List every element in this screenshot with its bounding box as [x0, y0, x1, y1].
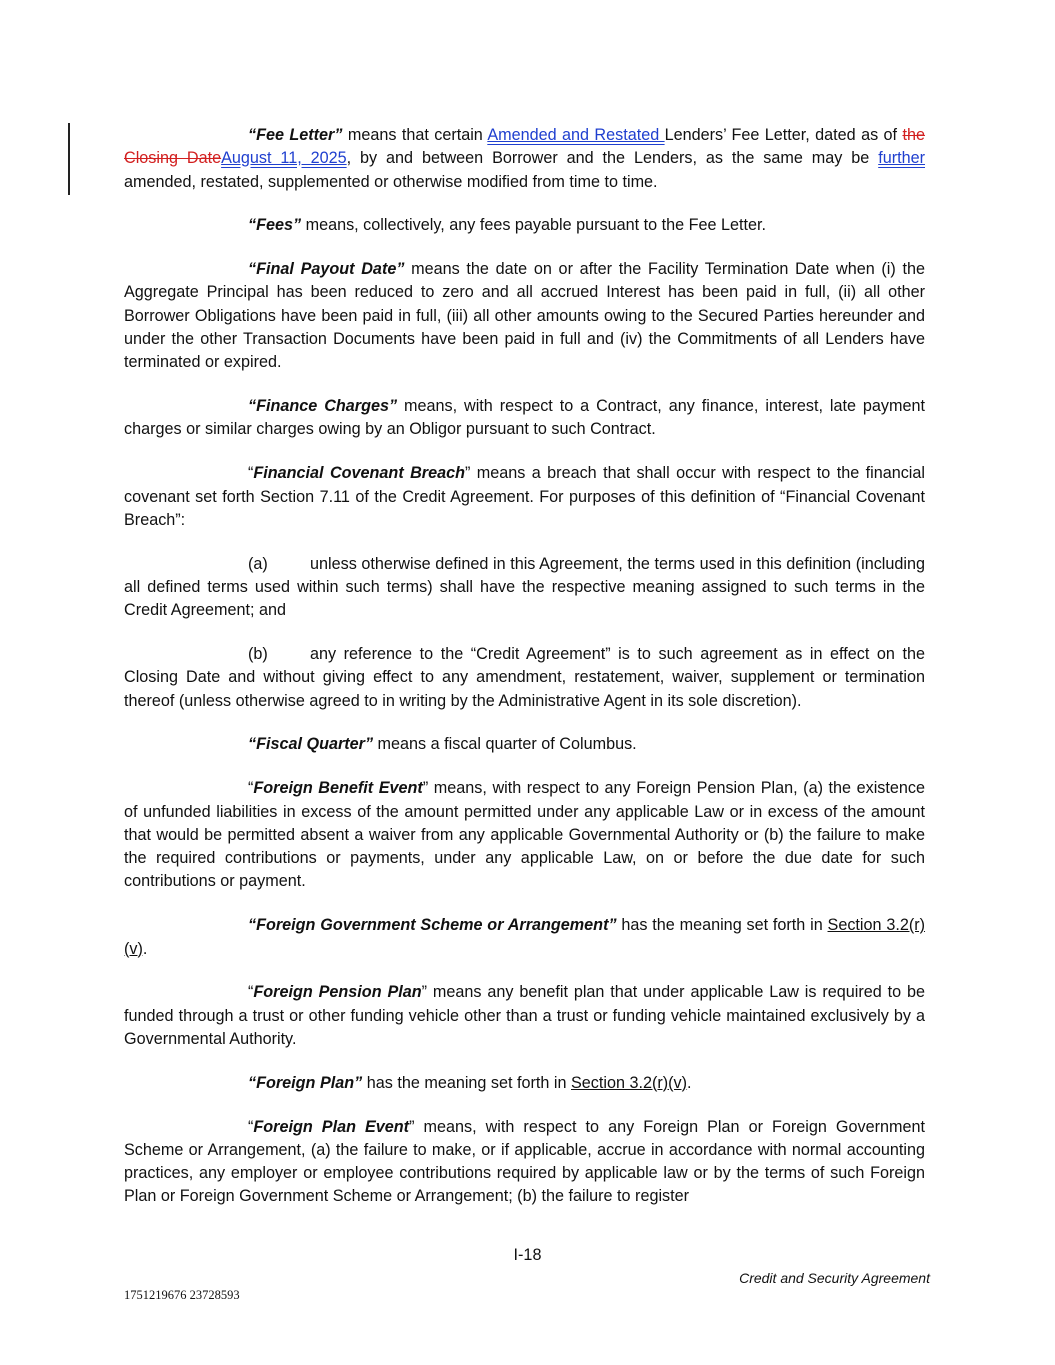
definition-foreign-benefit-event: “Foreign Benefit Event” means, with respect to any Foreign Pension Plan, (a) the existence of unfunded liabilities in excess of the amount permitted under any applicable Law or in excess of the amount that would be permitted absent a waiver from any applicable Governmental Authority or (b) the failure to make the required contributions or payments, under any applicable Law, on or before the due date for such contributions or payment. — [124, 779, 925, 891]
defined-term: Foreign Pension Plan — [253, 983, 422, 1002]
section-reference: Section 3.2(r)(v) — [124, 916, 926, 958]
section-reference: Section 3.2(r)(v) — [571, 1073, 688, 1092]
defined-term: “Fee Letter” — [248, 126, 343, 144]
definitions-body — [124, 124, 925, 1229]
definition-final-payout-date: “Final Payout Date” means the date on or after the Facility Termination Date when (i) the Aggregate Principal has been reduced to zero and all accrued Interest has been paid in full, (ii) all other Borrower Obligations have been paid in full, (iii) all other amounts owing to the Secured Parties hereunder and under the other Transaction Documents have been paid in full and (iv) the Commitments of all Lenders have terminated or expired. — [124, 260, 925, 372]
page-number: I-18 — [513, 1246, 542, 1264]
defined-term: Foreign Plan Event — [253, 1117, 410, 1136]
definition-fees: “Fees” means, collectively, any fees payable pursuant to the Fee Letter. — [248, 216, 767, 235]
defined-term: “Fees” — [248, 216, 302, 235]
inserted-text: August 11, 2025 — [221, 149, 347, 168]
defined-term: Financial Covenant Breach — [253, 464, 465, 483]
definition-finance-charges: “Finance Charges” means, with respect to a Contract, any finance, interest, late payment charges or similar charges owing by an Obligor pursuant to such Contract. — [124, 397, 925, 439]
clause-b: (b) any reference to the “Credit Agreement” is to such agreement as in effect on the Closing Date and without giving effect to any amendment, restatement, waiver, supplement or termination thereof (unless otherwise agreed to in writing by the Administrative Agent in its sole discretion). — [124, 645, 925, 710]
definition-financial-covenant-breach: “Financial Covenant Breach” means a breach that shall occur with respect to the financial covenant set forth Section 7.11 of the Credit Agreement. For purposes of this definition of “Financial Covenant Breach”: — [124, 464, 925, 529]
definition-fee-letter: “Fee Letter” means that certain Amended and Restated Lenders’ Fee Letter, dated as of the Closing DateAugust 11, 2025, by and between Borrower and the Lenders, as the same may be further amended, restated, supplemented or otherwise modified from time to time. — [124, 126, 925, 191]
clause-enum: (b) — [248, 645, 268, 664]
footer-document-title: Credit and Security Agreement — [739, 1270, 930, 1286]
definition-foreign-plan: “Foreign Plan” has the meaning set forth in Section 3.2(r)(v). — [248, 1073, 692, 1092]
definition-foreign-plan-event: “Foreign Plan Event” means, with respect to any Foreign Plan or Foreign Government Scheme or Arrangement, (a) the failure to make, or if applicable, accrue in accordance with normal accounting practices, any employer or employee contributions required by applicable law or by the terms of such Foreign Plan or Foreign Government Scheme or Arrangement; (b) the failure to register — [124, 1117, 925, 1206]
clause-enum: (a) — [248, 554, 268, 573]
defined-term: “Foreign Plan” — [248, 1073, 363, 1092]
inserted-text: further — [878, 149, 925, 168]
deleted-text: the Closing Date — [124, 126, 925, 168]
footer-document-id: 1751219676 23728593 — [124, 1288, 240, 1302]
change-bar — [68, 123, 70, 195]
definition-foreign-pension-plan: “Foreign Pension Plan” means any benefit plan that under applicable Law is required to be funded through a trust or other funding vehicle other than a trust or funding vehicle maintained exclusively by a Governmental Authority. — [124, 983, 925, 1048]
inserted-text: Amended and Restated — [487, 126, 665, 144]
defined-term: “Foreign Government Scheme or Arrangement” — [248, 916, 617, 935]
definition-foreign-government-scheme: “Foreign Government Scheme or Arrangement” has the meaning set forth in Section 3.2(r)(v). — [124, 916, 926, 958]
defined-term: “Fiscal Quarter” — [248, 735, 374, 754]
definition-fiscal-quarter: “Fiscal Quarter” means a fiscal quarter of Columbus. — [248, 735, 637, 754]
defined-term: “Final Payout Date” — [248, 260, 405, 279]
defined-term: “Finance Charges” — [248, 397, 398, 416]
defined-term: Foreign Benefit Event — [253, 779, 423, 798]
clause-a: (a) unless otherwise defined in this Agreement, the terms used in this definition (including all defined terms used within such terms) shall have the respective meaning assigned to such terms in the Credit Agreement; and — [124, 554, 925, 620]
